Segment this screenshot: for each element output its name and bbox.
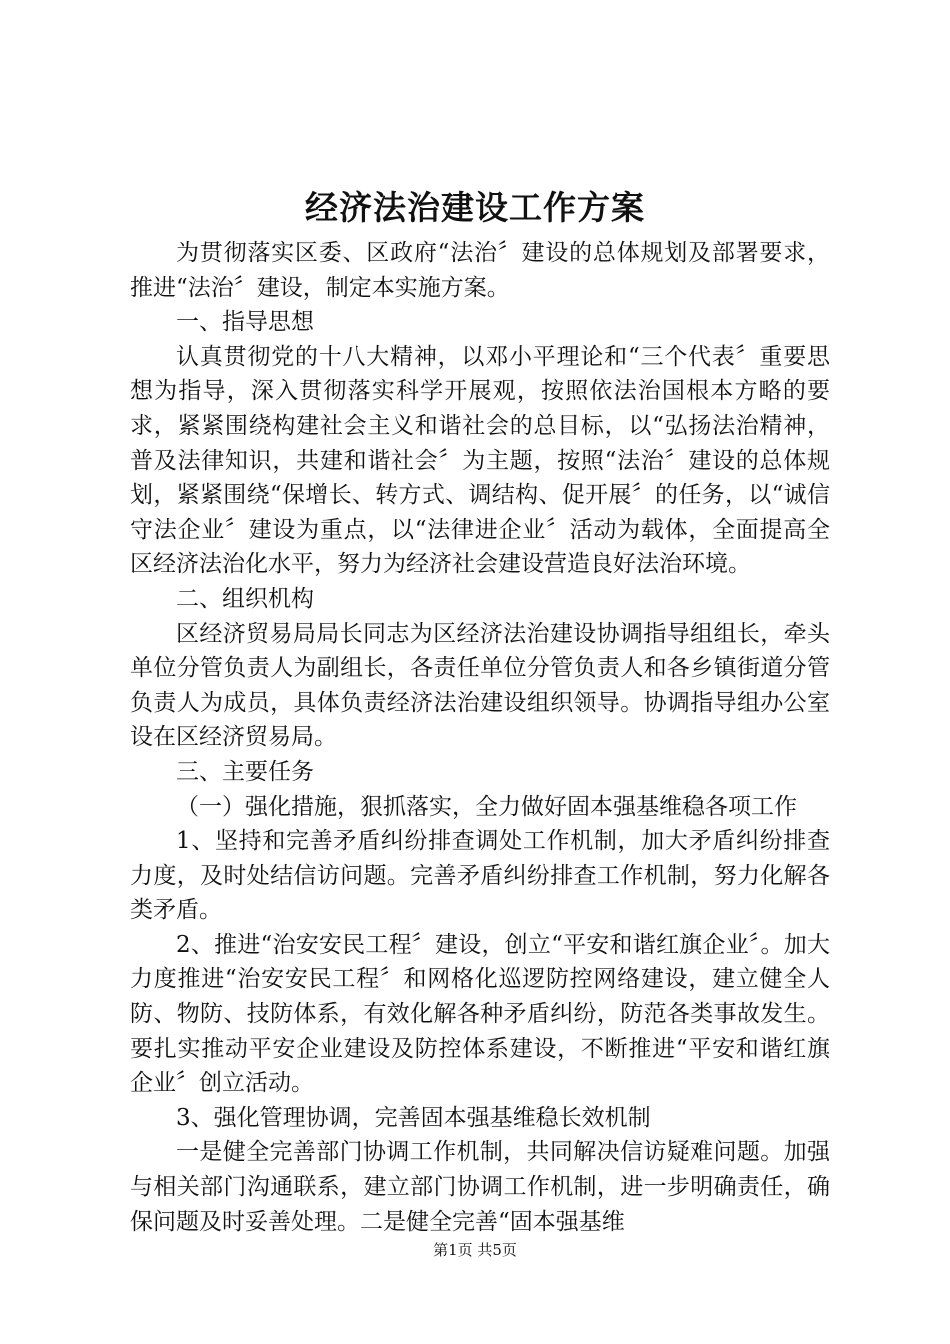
guiding-ideology-paragraph: 认真贯彻党的十八大精神，以邓小平理论和“三个代表〞重要思想为指导，深入贯彻落实科学开展观，按照依法治国根本方略的要求，紧紧围绕构建社会主义和谐社会的总目标，以“弘扬法治精神，普及法律知识，共建和谐社会〞为主题，按照“法治〞建设的总体规划，紧紧围绕“保增长、转方式、调结构、促开展〞的任务，以“诚信守法企业〞建设为重点，以“法律进企业〞活动为载体，全面提高全区经济法治化水平，努力为经济社会建设营造良好法治环境。 [130,343,830,578]
section-heading-main-tasks: 三、主要任务 [176,758,314,785]
section-heading-guiding-ideology: 一、指导思想 [176,309,314,336]
section-heading-organization: 二、组织机构 [176,585,314,612]
document-body [130,236,830,1239]
task-item-3-heading: 3、强化管理协调，完善固本强基维稳长效机制 [176,1104,651,1131]
task-item-2: 2、推进“治安安民工程〞建设，创立“平安和谐红旗企业〞。加大力度推进“治安安民工程〞和网格化巡逻防控网络建设，建立健全人防、物防、技防体系，有效化解各种矛盾纠纷，防范各类事故发生。要扎实推动平安企业建设及防控体系建设，不断推进“平安和谐红旗企业〞创立活动。 [130,931,830,1097]
subsection-heading-1: （一）强化措施，狠抓落实，全力做好固本强基维稳各项工作 [176,793,797,820]
task-item-1: 1、坚持和完善矛盾纠纷排查调处工作机制，加大矛盾纠纷排查力度，及时处结信访问题。完善矛盾纠纷排查工作机制，努力化解各类矛盾。 [130,828,830,924]
intro-paragraph: 为贯彻落实区委、区政府“法治〞建设的总体规划及部署要求，推进“法治〞建设，制定本实施方案。 [130,240,830,301]
organization-paragraph: 区经济贸易局局长同志为区经济法治建设协调指导组组长，牵头单位分管负责人为副组长，各责任单位分管负责人和各乡镇街道分管负责人为成员，具体负责经济法治建设组织领导。协调指导组办公室设在区经济贸易局。 [130,620,830,751]
document-title: 经济法治建设工作方案 [305,188,645,227]
page-number: 第1页 共5页 [433,1241,517,1259]
task-item-3-paragraph: 一是健全完善部门协调工作机制，共同解决信访疑难问题。加强与相关部门沟通联系，建立部门协调工作机制，进一步明确责任，确保问题及时妥善处理。二是健全完善“固本强基维 [130,1139,830,1235]
